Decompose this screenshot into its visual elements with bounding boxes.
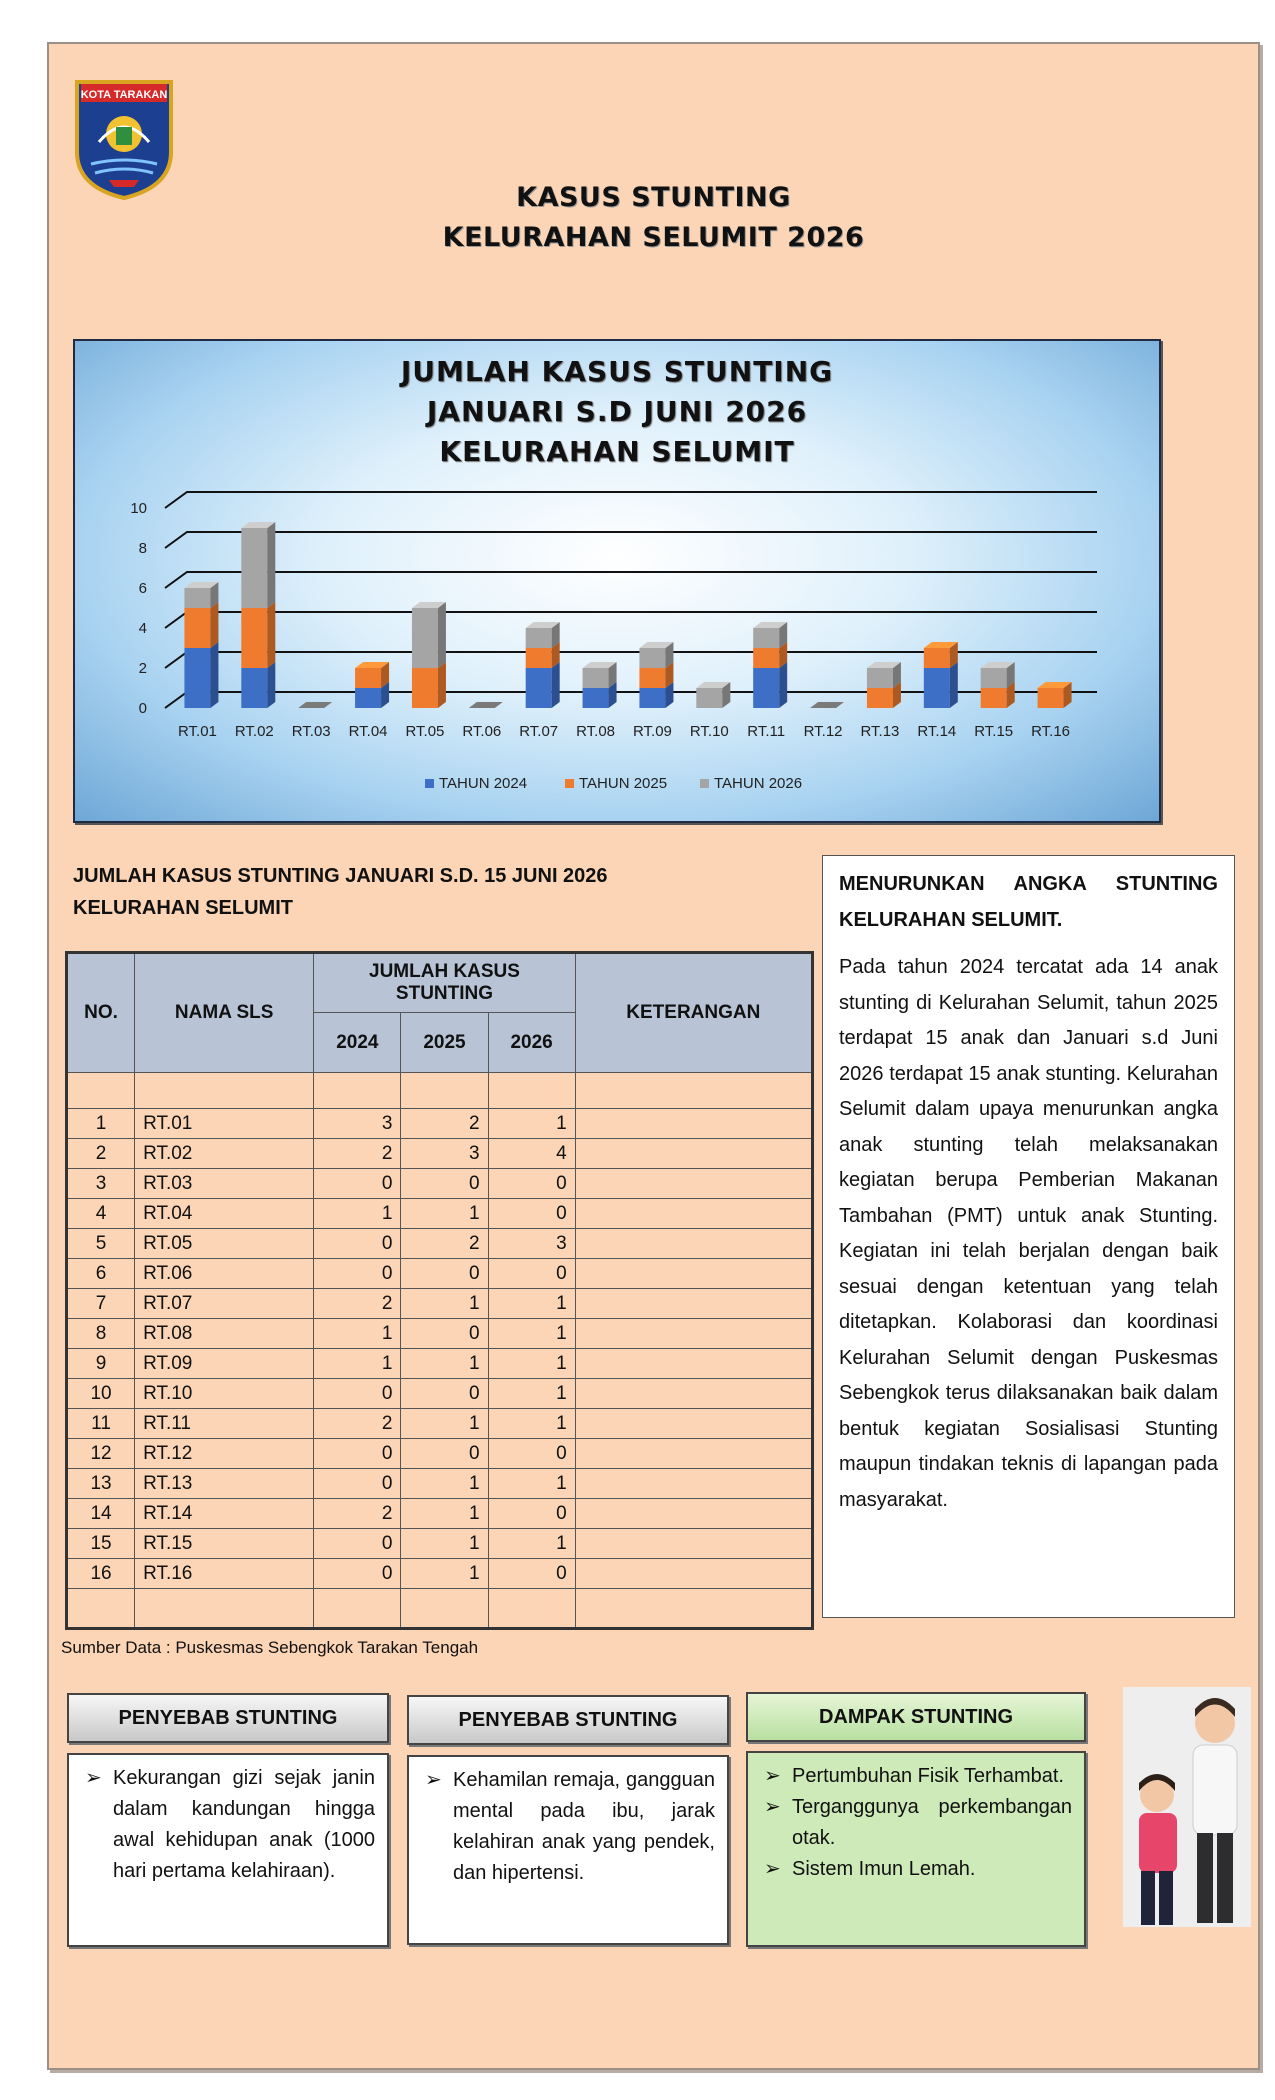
bar-empty (469, 702, 503, 708)
y-tick-label: 0 (138, 700, 147, 717)
row-2025: 1 (401, 1289, 488, 1319)
y-tick-label: 8 (138, 540, 147, 557)
bar-segment (696, 688, 722, 708)
row-2026: 1 (488, 1379, 575, 1409)
row-keterangan (575, 1259, 812, 1289)
bar-segment (753, 648, 779, 668)
row-nama: RT.10 (135, 1379, 314, 1409)
list-item (760, 1792, 1072, 1854)
row-2026: 4 (488, 1139, 575, 1169)
bar-segment (639, 648, 665, 668)
table-row (67, 1139, 813, 1169)
row-2025: 1 (401, 1559, 488, 1589)
row-2025: 1 (401, 1529, 488, 1559)
row-no: 15 (67, 1529, 135, 1559)
row-2026: 1 (488, 1529, 575, 1559)
row-2026: 1 (488, 1349, 575, 1379)
bar-segment (412, 608, 438, 668)
row-no: 2 (67, 1139, 135, 1169)
y-tick-label: 2 (138, 660, 147, 677)
arrow-bullet-icon: ➢ (85, 1767, 102, 1789)
row-no: 8 (67, 1319, 135, 1349)
table-row (67, 1199, 813, 1229)
row-2025: 0 (401, 1259, 488, 1289)
bar-side (210, 642, 218, 708)
x-tick-label: RT.15 (974, 723, 1014, 740)
bar-segment (924, 648, 950, 668)
legend-swatch (700, 779, 709, 788)
row-no: 3 (67, 1169, 135, 1199)
bar-segment (241, 668, 267, 708)
list-item-text: Terganggunya perkembangan otak. (792, 1796, 1072, 1849)
bar-segment (867, 668, 893, 688)
table-spacer-row (67, 1073, 813, 1109)
cause-2-list (421, 1765, 715, 1889)
row-no: 14 (67, 1499, 135, 1529)
row-2025: 2 (401, 1109, 488, 1139)
list-item (760, 1854, 1072, 1885)
bar-side (438, 662, 446, 708)
row-2026: 3 (488, 1229, 575, 1259)
col-header-no: NO. (67, 953, 135, 1073)
gridline (165, 612, 1097, 628)
bar-segment (753, 628, 779, 648)
row-2024: 2 (314, 1499, 401, 1529)
row-nama: RT.03 (135, 1169, 314, 1199)
row-2025: 0 (401, 1319, 488, 1349)
cause-1-card (67, 1753, 389, 1947)
x-tick-label: RT.12 (803, 723, 843, 740)
row-2026: 1 (488, 1289, 575, 1319)
bar-segment (583, 688, 609, 708)
legend-label: TAHUN 2024 (439, 775, 528, 792)
table-row (67, 1259, 813, 1289)
row-2024: 0 (314, 1259, 401, 1289)
gridline (165, 492, 1097, 508)
col-header-2026: 2026 (488, 1013, 575, 1073)
arrow-bullet-icon: ➢ (425, 1769, 442, 1791)
bar-segment (981, 668, 1007, 688)
gridline (165, 532, 1097, 548)
row-keterangan (575, 1499, 812, 1529)
poster-title-line-1: KASUS STUNTING (516, 182, 791, 213)
x-tick-label: RT.01 (177, 723, 217, 740)
row-nama: RT.05 (135, 1229, 314, 1259)
row-2026: 0 (488, 1439, 575, 1469)
row-2025: 3 (401, 1139, 488, 1169)
row-no: 5 (67, 1229, 135, 1259)
row-2024: 0 (314, 1439, 401, 1469)
chart-plot (75, 341, 1159, 821)
bar-segment (184, 648, 210, 708)
x-tick-label: RT.11 (747, 723, 786, 740)
impact-header: DAMPAK STUNTING (746, 1692, 1086, 1742)
row-no: 12 (67, 1439, 135, 1469)
row-2026: 0 (488, 1259, 575, 1289)
x-tick-label: RT.02 (234, 723, 274, 740)
row-2024: 0 (314, 1229, 401, 1259)
poster (47, 42, 1260, 2070)
row-keterangan (575, 1469, 812, 1499)
x-tick-label: RT.05 (405, 723, 445, 740)
row-no: 16 (67, 1559, 135, 1589)
bar-segment (1038, 688, 1064, 708)
stunting-chart (73, 339, 1161, 823)
bar-side (210, 602, 218, 648)
arrow-bullet-icon: ➢ (764, 1796, 781, 1818)
col-header-2025: 2025 (401, 1013, 488, 1073)
bar-segment (355, 688, 381, 708)
row-2026: 0 (488, 1499, 575, 1529)
table-row (67, 1529, 813, 1559)
x-tick-label: RT.06 (462, 723, 502, 740)
arrow-bullet-icon: ➢ (764, 1858, 781, 1880)
cause-1-header: PENYEBAB STUNTING (67, 1693, 389, 1743)
row-2024: 1 (314, 1199, 401, 1229)
bar-side (950, 662, 958, 708)
row-nama: RT.08 (135, 1319, 314, 1349)
table-row (67, 1289, 813, 1319)
row-2026: 1 (488, 1409, 575, 1439)
x-tick-label: RT.16 (1031, 723, 1071, 740)
row-nama: RT.11 (135, 1409, 314, 1439)
row-2026: 0 (488, 1199, 575, 1229)
list-item (421, 1765, 715, 1889)
chart-title-line-1: JUMLAH KASUS STUNTING (400, 355, 834, 388)
row-no: 13 (67, 1469, 135, 1499)
row-nama: RT.14 (135, 1499, 314, 1529)
row-nama: RT.04 (135, 1199, 314, 1229)
row-2024: 0 (314, 1529, 401, 1559)
row-keterangan (575, 1529, 812, 1559)
row-keterangan (575, 1169, 812, 1199)
col-header-2024: 2024 (314, 1013, 401, 1073)
bar-empty (810, 702, 844, 708)
table-row (67, 1439, 813, 1469)
row-2024: 2 (314, 1409, 401, 1439)
row-2025: 2 (401, 1229, 488, 1259)
row-keterangan (575, 1379, 812, 1409)
x-tick-label: RT.04 (348, 723, 388, 740)
row-2024: 2 (314, 1139, 401, 1169)
row-2025: 1 (401, 1469, 488, 1499)
description-box (822, 855, 1235, 1618)
bar-side (438, 602, 446, 668)
bar-segment (526, 628, 552, 648)
table-spacer-row (67, 1589, 813, 1629)
bar-segment (241, 528, 267, 608)
bar-segment (583, 668, 609, 688)
svg-text:KOTA TARAKAN: KOTA TARAKAN (80, 89, 168, 101)
row-no: 9 (67, 1349, 135, 1379)
gridline (165, 572, 1097, 588)
row-nama: RT.02 (135, 1139, 314, 1169)
x-tick-label: RT.07 (519, 723, 559, 740)
row-2026: 1 (488, 1109, 575, 1139)
row-2025: 0 (401, 1169, 488, 1199)
bar-side (267, 602, 275, 668)
legend-swatch (425, 779, 434, 788)
row-no: 6 (67, 1259, 135, 1289)
row-2026: 0 (488, 1169, 575, 1199)
row-nama: RT.12 (135, 1439, 314, 1469)
row-nama: RT.13 (135, 1469, 314, 1499)
bar-side (267, 522, 275, 608)
bar-segment (981, 688, 1007, 708)
row-nama: RT.01 (135, 1109, 314, 1139)
row-2024: 0 (314, 1379, 401, 1409)
bar-segment (639, 688, 665, 708)
table-row (67, 1409, 813, 1439)
list-item-text: Kehamilan remaja, gangguan mental pada ibu, jarak kelahiran anak yang pendek, dan hipertensi. (453, 1769, 715, 1884)
row-2025: 1 (401, 1199, 488, 1229)
row-keterangan (575, 1319, 812, 1349)
row-2026: 0 (488, 1559, 575, 1589)
legend-label: TAHUN 2025 (579, 775, 668, 792)
x-tick-label: RT.09 (632, 723, 672, 740)
row-2026: 1 (488, 1319, 575, 1349)
table-title-line-2: KELURAHAN SELUMIT (73, 897, 293, 919)
table-row (67, 1109, 813, 1139)
list-item-text: Kekurangan gizi sejak janin dalam kandungan hingga awal kehidupan anak (1000 hari pertama kelahiraan). (113, 1767, 375, 1882)
row-no: 11 (67, 1409, 135, 1439)
table-row (67, 1379, 813, 1409)
row-2026: 1 (488, 1469, 575, 1499)
y-tick-label: 4 (138, 620, 147, 637)
row-2025: 1 (401, 1499, 488, 1529)
chart-title-line-3: KELURAHAN SELUMIT (439, 435, 795, 468)
bar-segment (184, 588, 210, 608)
row-keterangan (575, 1409, 812, 1439)
table-row (67, 1499, 813, 1529)
legend-label: TAHUN 2026 (714, 775, 803, 792)
impact-list (760, 1761, 1072, 1885)
data-source: Sumber Data : Puskesmas Sebengkok Tarakan Tengah (61, 1638, 479, 1657)
row-2025: 0 (401, 1439, 488, 1469)
row-2024: 0 (314, 1469, 401, 1499)
bar-side (267, 662, 275, 708)
list-item-text: Sistem Imun Lemah. (792, 1858, 976, 1880)
row-nama: RT.15 (135, 1529, 314, 1559)
row-keterangan (575, 1349, 812, 1379)
row-2024: 0 (314, 1169, 401, 1199)
impact-card (746, 1751, 1086, 1947)
table-row (67, 1319, 813, 1349)
row-keterangan (575, 1289, 812, 1319)
x-tick-label: RT.08 (576, 723, 616, 740)
cause-2-card (407, 1755, 729, 1945)
table-title-line-1: JUMLAH KASUS STUNTING JANUARI S.D. 15 JUNI 2026 (73, 865, 608, 887)
bar-segment (241, 608, 267, 668)
bar-segment (867, 688, 893, 708)
cause-2-header: PENYEBAB STUNTING (407, 1695, 729, 1745)
col-header-keterangan: KETERANGAN (575, 953, 812, 1073)
row-nama: RT.06 (135, 1259, 314, 1289)
description-body: Pada tahun 2024 tercatat ada 14 anak stunting di Kelurahan Selumit, tahun 2025 terdapat 15 anak dan Januari s.d Juni 2026 terdapat 15 anak stunting. Kelurahan Selumit dalam upaya menurunkan angka anak stunting telah melaksanakan kegiatan berupa Pemberian Makanan Tambahan (PMT) untuk anak Stunting. Kegiatan ini telah berjalan dengan baik sesuai dengan ketentuan yang telah ditetapkan. Kolaborasi dan koordinasi Kelurahan Selumit dengan Puskesmas Sebengkok terus dilaksanakan baik dalam bentuk kegiatan Sosialisasi Stunting maupun tindakan teknis di lapangan pada masyarakat. (839, 956, 1218, 1511)
bar-empty (298, 702, 332, 708)
bar-segment (526, 668, 552, 708)
x-tick-label: RT.13 (860, 723, 900, 740)
row-nama: RT.07 (135, 1289, 314, 1319)
row-2024: 0 (314, 1559, 401, 1589)
bar-segment (184, 608, 210, 648)
children-photo (1123, 1687, 1251, 1927)
row-2025: 0 (401, 1379, 488, 1409)
list-item (760, 1761, 1072, 1792)
chart-title-line-2: JANUARI S.D JUNI 2026 (426, 395, 808, 428)
bar-segment (753, 668, 779, 708)
x-tick-label: RT.03 (291, 723, 331, 740)
x-tick-label: RT.10 (689, 723, 729, 740)
list-item-text: Pertumbuhan Fisik Terhambat. (792, 1765, 1064, 1787)
bar-segment (924, 668, 950, 708)
row-keterangan (575, 1199, 812, 1229)
row-no: 7 (67, 1289, 135, 1319)
description-heading: MENURUNKAN ANGKA STUNTING KELURAHAN SELUMIT. (839, 873, 1218, 931)
y-tick-label: 6 (138, 580, 147, 597)
row-keterangan (575, 1109, 812, 1139)
list-item (81, 1763, 375, 1887)
col-header-group: JUMLAH KASUS STUNTING (314, 953, 575, 1013)
bar-segment (355, 668, 381, 688)
bar-segment (412, 668, 438, 708)
table-row (67, 1229, 813, 1259)
row-keterangan (575, 1139, 812, 1169)
y-tick-label: 10 (130, 500, 147, 517)
stunting-table (65, 951, 814, 1630)
row-keterangan (575, 1559, 812, 1589)
row-2025: 1 (401, 1349, 488, 1379)
bar-segment (639, 668, 665, 688)
row-2024: 3 (314, 1109, 401, 1139)
row-no: 1 (67, 1109, 135, 1139)
x-tick-label: RT.14 (917, 723, 957, 740)
arrow-bullet-icon: ➢ (764, 1765, 781, 1787)
row-keterangan (575, 1229, 812, 1259)
row-no: 10 (67, 1379, 135, 1409)
row-nama: RT.09 (135, 1349, 314, 1379)
row-2024: 2 (314, 1289, 401, 1319)
bar-side (779, 662, 787, 708)
row-2025: 1 (401, 1409, 488, 1439)
table-row (67, 1469, 813, 1499)
table-row (67, 1169, 813, 1199)
row-no: 4 (67, 1199, 135, 1229)
col-header-nama: NAMA SLS (135, 953, 314, 1073)
poster-title-line-2: KELURAHAN SELUMIT 2026 (442, 222, 865, 253)
bar-segment (526, 648, 552, 668)
bar-side (552, 662, 560, 708)
row-2024: 1 (314, 1319, 401, 1349)
cause-1-list (81, 1763, 375, 1887)
table-title (73, 860, 608, 924)
table-row (67, 1349, 813, 1379)
row-nama: RT.16 (135, 1559, 314, 1589)
row-keterangan (575, 1439, 812, 1469)
row-2024: 1 (314, 1349, 401, 1379)
table-row (67, 1559, 813, 1589)
legend-swatch (565, 779, 574, 788)
